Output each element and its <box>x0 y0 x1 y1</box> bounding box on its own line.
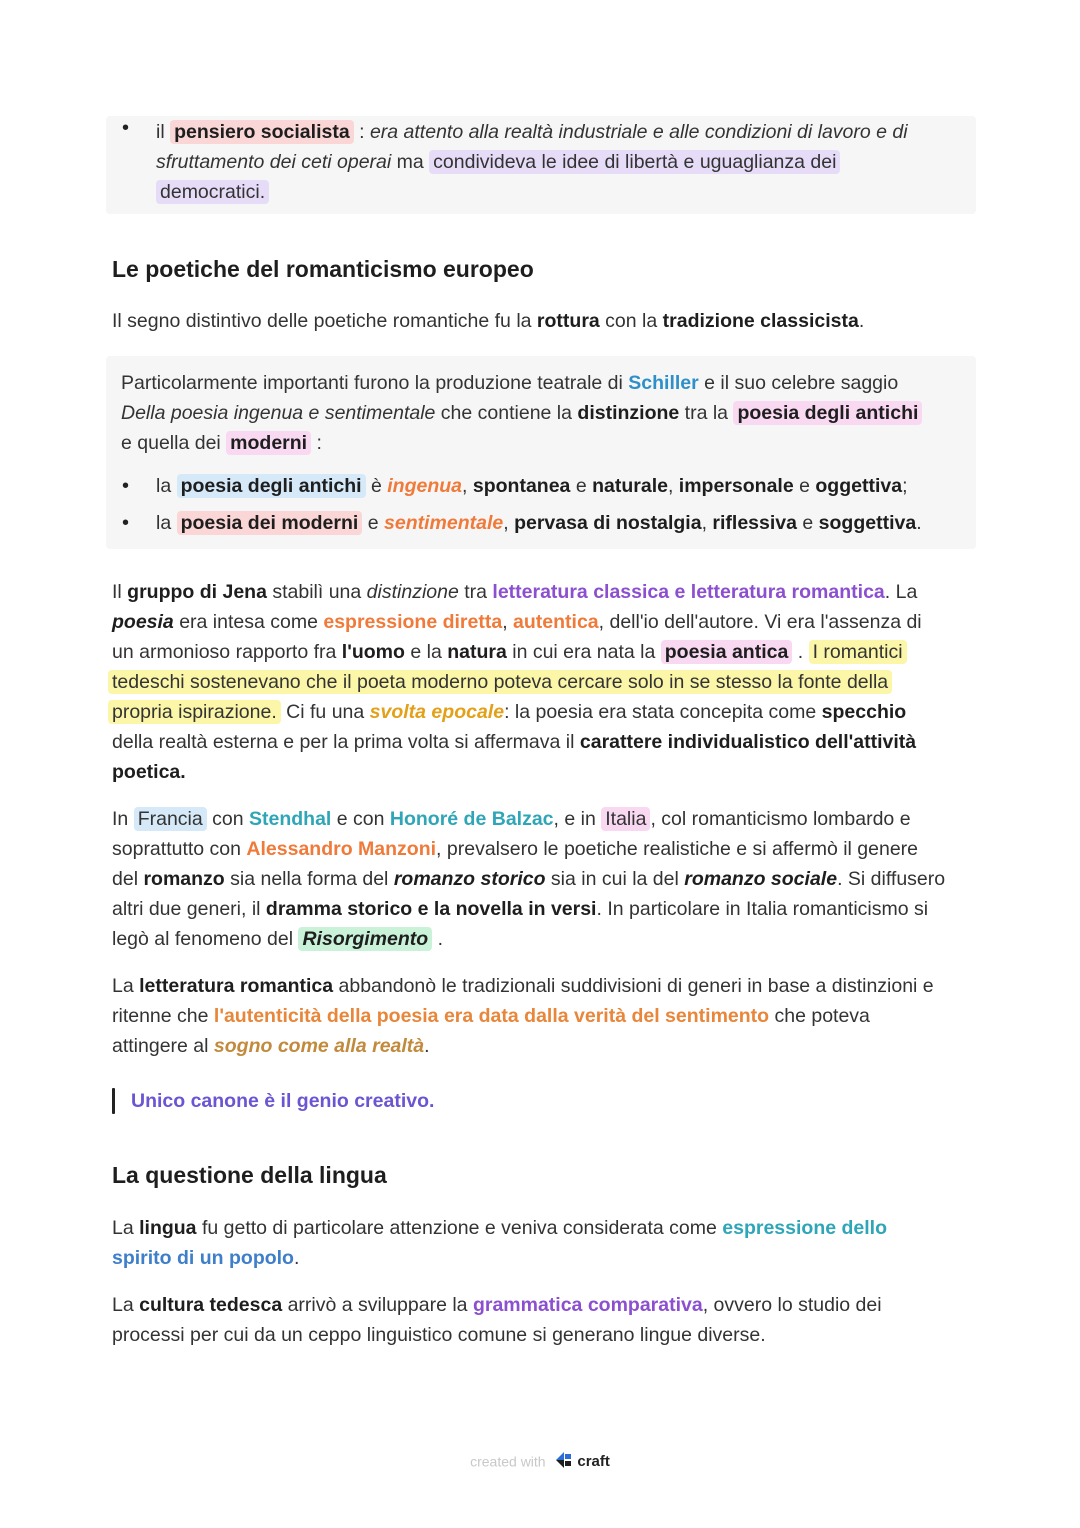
text: abbandonò le tradizionali suddivisioni di generi in base a distinzioni e <box>333 975 934 997</box>
text: svolta epocale <box>369 701 505 723</box>
text: , prevalsero le poetiche realistiche e si affermò il genere <box>436 838 919 860</box>
highlight-francia: Francia <box>134 807 207 831</box>
text: e la <box>404 641 448 663</box>
text: romanzo sociale <box>684 868 838 890</box>
highlight-ideas: condivideva le idee di libertà e uguaglianza dei <box>429 150 840 174</box>
highlight-romantici: propria ispirazione. <box>108 700 281 724</box>
text: legò al fenomeno del <box>112 928 299 950</box>
text: lingua <box>139 1217 197 1239</box>
craft-brand-text: craft <box>577 1453 610 1470</box>
highlight-romantici: I romantici <box>809 640 907 664</box>
text: ritenne che <box>112 1005 214 1027</box>
text: era attento alla realtà industriale e alle condizioni di lavoro e di <box>369 121 908 143</box>
text: , dell'io dell'autore. Vi era l'assenza di <box>598 611 922 633</box>
text: Della poesia ingenua e sentimentale <box>121 402 436 424</box>
text: carattere individualistico dell'attività <box>579 731 917 753</box>
text: . La <box>884 581 918 603</box>
text: e <box>362 512 385 534</box>
text: , <box>462 475 473 497</box>
text: . <box>293 1247 300 1269</box>
highlight-moderni: moderni <box>226 431 311 455</box>
text: ma <box>391 151 430 173</box>
text: , e in <box>553 808 602 830</box>
text: soprattutto con <box>112 838 247 860</box>
section-title-lingua: La questione della lingua <box>112 1162 387 1188</box>
text: . <box>424 1035 430 1057</box>
text: rottura <box>536 310 600 332</box>
paragraph-cultura-tedesca <box>112 1290 982 1350</box>
text: Particolarmente importanti furono la produzione teatrale di <box>121 372 629 394</box>
bullet-dot: • <box>122 117 130 139</box>
text: e <box>570 475 593 497</box>
text: sia in cui la del <box>545 868 685 890</box>
text: altri due generi, il <box>112 898 266 920</box>
text: attingere al <box>112 1035 214 1057</box>
text: spirito di un popolo <box>112 1247 294 1269</box>
text: La <box>112 1294 140 1316</box>
text: tra la <box>679 402 734 424</box>
text: è <box>365 475 388 497</box>
text: : la poesia era stata concepita come <box>504 701 822 723</box>
highlight-poesia-antichi: poesia degli antichi <box>177 474 366 498</box>
text: , <box>701 512 713 534</box>
highlight-poesia-moderni: poesia dei moderni <box>177 511 363 535</box>
highlight-antichi: poesia degli antichi <box>733 401 922 425</box>
bullet-socialism <box>122 117 962 207</box>
bullet-dot: • <box>122 475 130 497</box>
text: Il segno distintivo delle poetiche romantiche fu la <box>112 310 537 332</box>
text: espressione diretta <box>323 611 503 633</box>
highlight-italia: Italia <box>601 807 650 831</box>
text: tradizione classicista <box>662 310 859 332</box>
text: e con <box>331 808 390 830</box>
bullet-dot: • <box>122 512 130 534</box>
text: , <box>502 611 514 633</box>
text: del <box>112 868 144 890</box>
bullet-antichi <box>122 471 962 501</box>
text: : <box>353 121 370 143</box>
text: romanzo storico <box>393 868 546 890</box>
text: : <box>311 432 322 454</box>
text: e <box>796 512 819 534</box>
text: e <box>793 475 816 497</box>
footer-created-text: created with <box>470 1453 546 1470</box>
text: poesia <box>112 611 174 633</box>
text: . <box>792 641 809 663</box>
paragraph-francia <box>112 804 982 954</box>
text: Ci fu una <box>280 701 370 723</box>
text: . <box>916 512 922 534</box>
paragraph-rottura <box>112 306 864 336</box>
text: La <box>112 1217 140 1239</box>
name-schiller: Schiller <box>628 372 699 394</box>
text: letteratura romantica <box>139 975 334 997</box>
highlight-risorgimento: Risorgimento <box>298 927 432 951</box>
text: distinzione <box>577 402 680 424</box>
text: un armonioso rapporto fra <box>112 641 342 663</box>
name-balzac: Honoré de Balzac <box>389 808 554 830</box>
text: naturale <box>592 475 668 497</box>
text: della realtà esterna e per la prima volta si affermava il <box>112 731 580 753</box>
text: ingenua <box>387 475 463 497</box>
text: con <box>206 808 249 830</box>
text: e quella dei <box>121 432 227 454</box>
text: grammatica comparativa <box>472 1294 703 1316</box>
text: riflessiva <box>712 512 797 534</box>
bullet-text <box>156 117 962 207</box>
text: distinzione <box>366 581 459 603</box>
text: poetica. <box>112 761 186 783</box>
name-stendhal: Stendhal <box>249 808 332 830</box>
text: specchio <box>821 701 907 723</box>
highlight-romantici: tedeschi sostenevano che il poeta moderno poteva cercare solo in se stesso la fonte della <box>108 670 892 694</box>
highlight-poesia-antica: poesia antica <box>661 640 793 664</box>
text: stabilì una <box>266 581 367 603</box>
text: spontanea <box>472 475 571 497</box>
text: impersonale <box>678 475 794 497</box>
text: autentica <box>513 611 599 633</box>
text: , <box>503 512 515 534</box>
text: sentimentale <box>384 512 504 534</box>
text: pervasa di nostalgia <box>514 512 702 534</box>
text: l'autenticità della poesia era data dalla verità del sentimento <box>213 1005 770 1027</box>
bullet-text <box>156 471 962 501</box>
bullet-text <box>156 508 962 538</box>
text: , ovvero lo studio dei <box>702 1294 882 1316</box>
text: in cui era nata la <box>506 641 661 663</box>
text: sfruttamento dei ceti operai <box>156 151 392 173</box>
quote-bar <box>112 1088 115 1114</box>
quote-text: Unico canone è il genio creativo. <box>131 1090 435 1112</box>
text: con la <box>599 310 663 332</box>
highlight-socialist-thought: pensiero socialista <box>170 120 354 144</box>
bullet-moderni <box>122 508 962 538</box>
text: soggettiva <box>818 512 917 534</box>
section-title-poetiche: Le poetiche del romanticismo europeo <box>112 256 534 282</box>
text: che poteva <box>769 1005 870 1027</box>
text: processi per cui da un ceppo linguistico comune si generano lingue diverse. <box>112 1324 766 1346</box>
text: l'uomo <box>341 641 405 663</box>
paragraph-jena <box>112 577 972 787</box>
text: . In particolare in Italia romanticismo si <box>596 898 929 920</box>
text: cultura tedesca <box>139 1294 283 1316</box>
text: sia nella forma del <box>224 868 394 890</box>
text: fu getto di particolare attenzione e veniva considerata come <box>196 1217 723 1239</box>
paragraph-letteratura-romantica <box>112 971 982 1061</box>
text: natura <box>447 641 507 663</box>
text: . Si diffusero <box>837 868 946 890</box>
text: romanzo <box>143 868 225 890</box>
text: gruppo di Jena <box>127 581 267 603</box>
craft-logo-icon <box>555 1451 573 1472</box>
text: . <box>432 928 443 950</box>
text: la <box>156 512 177 534</box>
text: , col romanticismo lombardo e <box>650 808 911 830</box>
text: , <box>667 475 679 497</box>
text: era intesa come <box>173 611 324 633</box>
text: il <box>156 121 171 143</box>
paragraph-lingua <box>112 1213 982 1273</box>
text: tra <box>458 581 493 603</box>
text: sogno come alla realtà <box>213 1035 425 1057</box>
text: ; <box>902 475 908 497</box>
text: In <box>112 808 134 830</box>
text: dramma storico e la novella in versi <box>265 898 597 920</box>
footer-watermark <box>0 1451 1080 1472</box>
text: letteratura classica e letteratura romantica <box>492 581 885 603</box>
text: arrivò a sviluppare la <box>282 1294 473 1316</box>
highlight-democrats: democratici. <box>156 180 269 204</box>
text: e il suo celebre saggio <box>698 372 899 394</box>
text: che contiene la <box>435 402 578 424</box>
text: espressione dello <box>722 1217 887 1239</box>
schiller-text <box>121 368 961 458</box>
text: la <box>156 475 177 497</box>
text: La <box>112 975 140 997</box>
text: Il <box>112 581 128 603</box>
text: oggettiva <box>815 475 903 497</box>
name-manzoni: Alessandro Manzoni <box>246 838 437 860</box>
text: . <box>858 310 865 332</box>
